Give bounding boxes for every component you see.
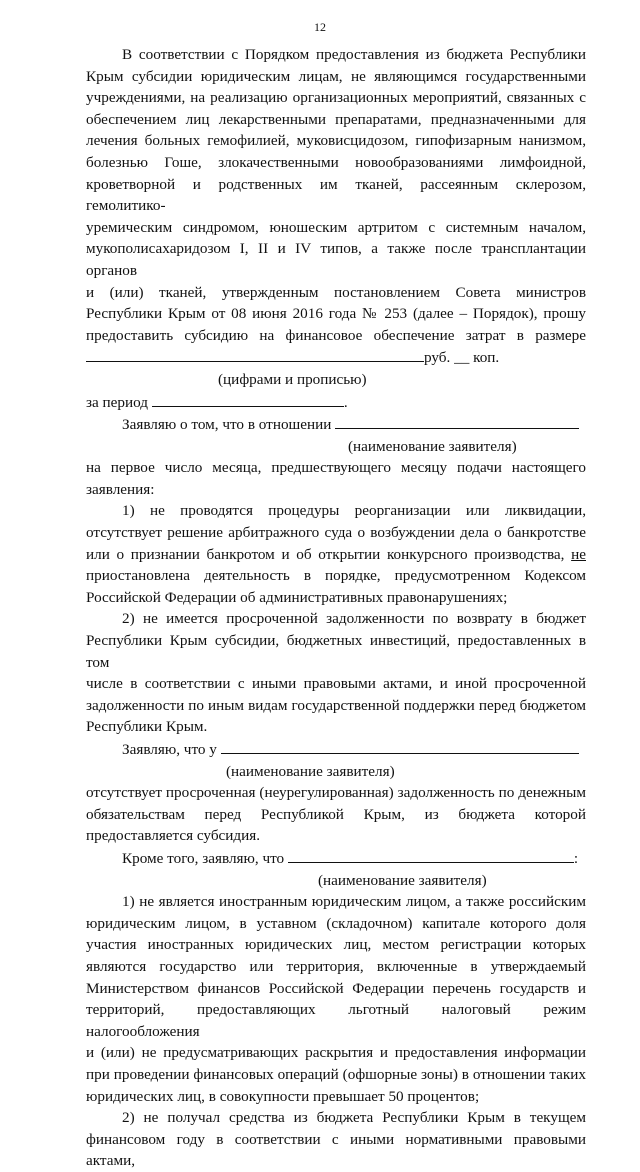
text-line: обязательствам перед Республикой Крым, из бюджета которой	[86, 805, 586, 823]
text-line: уремическим синдромом, юношеским артритом с системным началом,	[86, 218, 586, 236]
text-line: учреждениями, на реализацию организационных мероприятий, связанных с	[86, 89, 586, 107]
amount-blank[interactable]	[86, 346, 424, 362]
moreover-line	[86, 847, 586, 870]
text-line: при проведении финансовых операций (офшорные зоны) в отношении таких	[86, 1065, 586, 1083]
text-line: 2) не получал средства из бюджета Республики Крым в текущем	[122, 1109, 586, 1127]
text-line: являются государство или территория, включенные в утверждаемый	[86, 957, 586, 975]
text-line: 1) не проводятся процедуры реорганизации или ликвидации,	[122, 502, 586, 520]
text-line: приостановлена деятельность в порядке, предусмотренном Кодексом	[86, 567, 586, 585]
applicant-caption-1: (наименование заявителя)	[348, 437, 517, 455]
amount-suffix: руб. __ коп.	[424, 349, 500, 367]
text-line: кроветворной и родственных им тканей, рассеянным склерозом, гемолитико-	[86, 175, 586, 215]
text-line: В соответствии с Порядком предоставления из бюджета Республики	[122, 46, 586, 63]
text-line: и (или) не предусматривающих раскрытия и предоставления информации	[86, 1044, 586, 1062]
text-line: участия иностранных юридических лиц, местом регистрации которых	[86, 936, 586, 954]
period-line	[86, 391, 586, 414]
applicant-caption-2: (наименование заявителя)	[226, 762, 395, 780]
text-line: Министерством финансов Российской Федерации перечень государств и	[86, 979, 586, 997]
declare-has-text: Заявляю, что у	[122, 741, 217, 758]
text-line: Республики Крым субсидии, бюджетных инвестиций, предоставленных в том	[86, 632, 586, 671]
period-blank[interactable]	[152, 391, 344, 407]
text-fragment: или о признании банкротом и об открытии конкурсного производства,	[86, 545, 565, 563]
text-line-with-not	[86, 544, 586, 566]
declare-respect-text: Заявляю о том, что в отношении	[122, 416, 332, 434]
applicant-caption-3: (наименование заявителя)	[318, 871, 487, 889]
text-line: предоставить субсидию на финансовое обеспечение затрат в размере	[86, 326, 586, 344]
declare-has-line	[86, 738, 586, 761]
not-word: не	[571, 545, 586, 563]
text-line: 1) не является иностранным юридическим лицом, а также российским	[122, 893, 586, 911]
amount-caption: (цифрами и прописью)	[218, 370, 367, 388]
item-4-paragraph	[86, 1107, 586, 1172]
applicant-blank-1[interactable]	[335, 413, 579, 429]
period-end: .	[343, 393, 348, 411]
item-2-paragraph	[86, 608, 586, 738]
first-day-paragraph	[86, 457, 586, 500]
period-label: за период	[86, 393, 149, 411]
text-line: Российской Федерации об административных правонарушениях;	[86, 588, 508, 606]
text-line: на первое число месяца, предшествующего месяцу подачи настоящего	[86, 459, 586, 477]
text-line: обеспечением лиц лекарственными препаратами, предназначенными для	[86, 110, 586, 128]
text-line: юридических лиц, в совокупности превышает 50 процентов;	[86, 1087, 480, 1105]
text-line: лечения больных гемофилией, муковисцидозом, гипофизарным нанизмом,	[86, 132, 586, 150]
text-line: отсутствует просроченная (неурегулированная) задолженность по денежным	[86, 784, 586, 802]
item-1-paragraph	[86, 500, 586, 608]
text-line: Республики Крым от 08 июня 2016 года № 253 (далее – Порядок), прошу	[86, 305, 586, 323]
text-line: числе в соответствии с иными правовыми актами, и иной просроченной	[86, 675, 586, 693]
declare-respect-line	[86, 413, 586, 436]
text-line: и (или) тканей, утвержденным постановлением Совета министров	[86, 283, 586, 301]
text-line: отсутствует решение арбитражного суда о возбуждении дела о банкротстве	[86, 524, 586, 542]
amount-line	[86, 346, 586, 369]
text-line: Крым субсидии юридическим лицам, не являющимся государственными	[86, 67, 586, 85]
text-line: Республики Крым.	[86, 718, 208, 736]
moreover-text: Кроме того, заявляю, что	[122, 849, 285, 867]
text-line: финансовом году в соответствии с иными нормативными правовыми актами,	[86, 1130, 586, 1170]
moreover-end: :	[573, 849, 579, 867]
text-line: болезнью Гоше, злокачественными новообразованиями лимфоидной,	[86, 153, 586, 171]
text-line: территорий, предоставляющих льготный налоговый режим налогообложения	[86, 1001, 586, 1040]
debt-paragraph	[86, 782, 586, 847]
applicant-blank-3[interactable]	[288, 847, 574, 863]
page-number: 12	[314, 20, 326, 34]
text-line: 2) не имеется просроченной задолженности по возврату в бюджет	[122, 610, 586, 628]
applicant-blank-2[interactable]	[221, 738, 579, 754]
intro-paragraph	[86, 44, 586, 346]
text-line: юридическим лицом, в уставном (складочном) капитале которого доля	[86, 914, 586, 932]
text-line: мукополисахаридозом I, II и IV типов, а также после трансплантации органов	[86, 240, 586, 279]
item-3-paragraph	[86, 891, 586, 1107]
text-line: задолженности по иным видам государственной поддержки перед бюджетом	[86, 696, 586, 714]
document-body	[86, 44, 586, 1172]
text-line: предоставляется субсидия.	[86, 827, 261, 845]
text-line: заявления:	[86, 480, 155, 498]
